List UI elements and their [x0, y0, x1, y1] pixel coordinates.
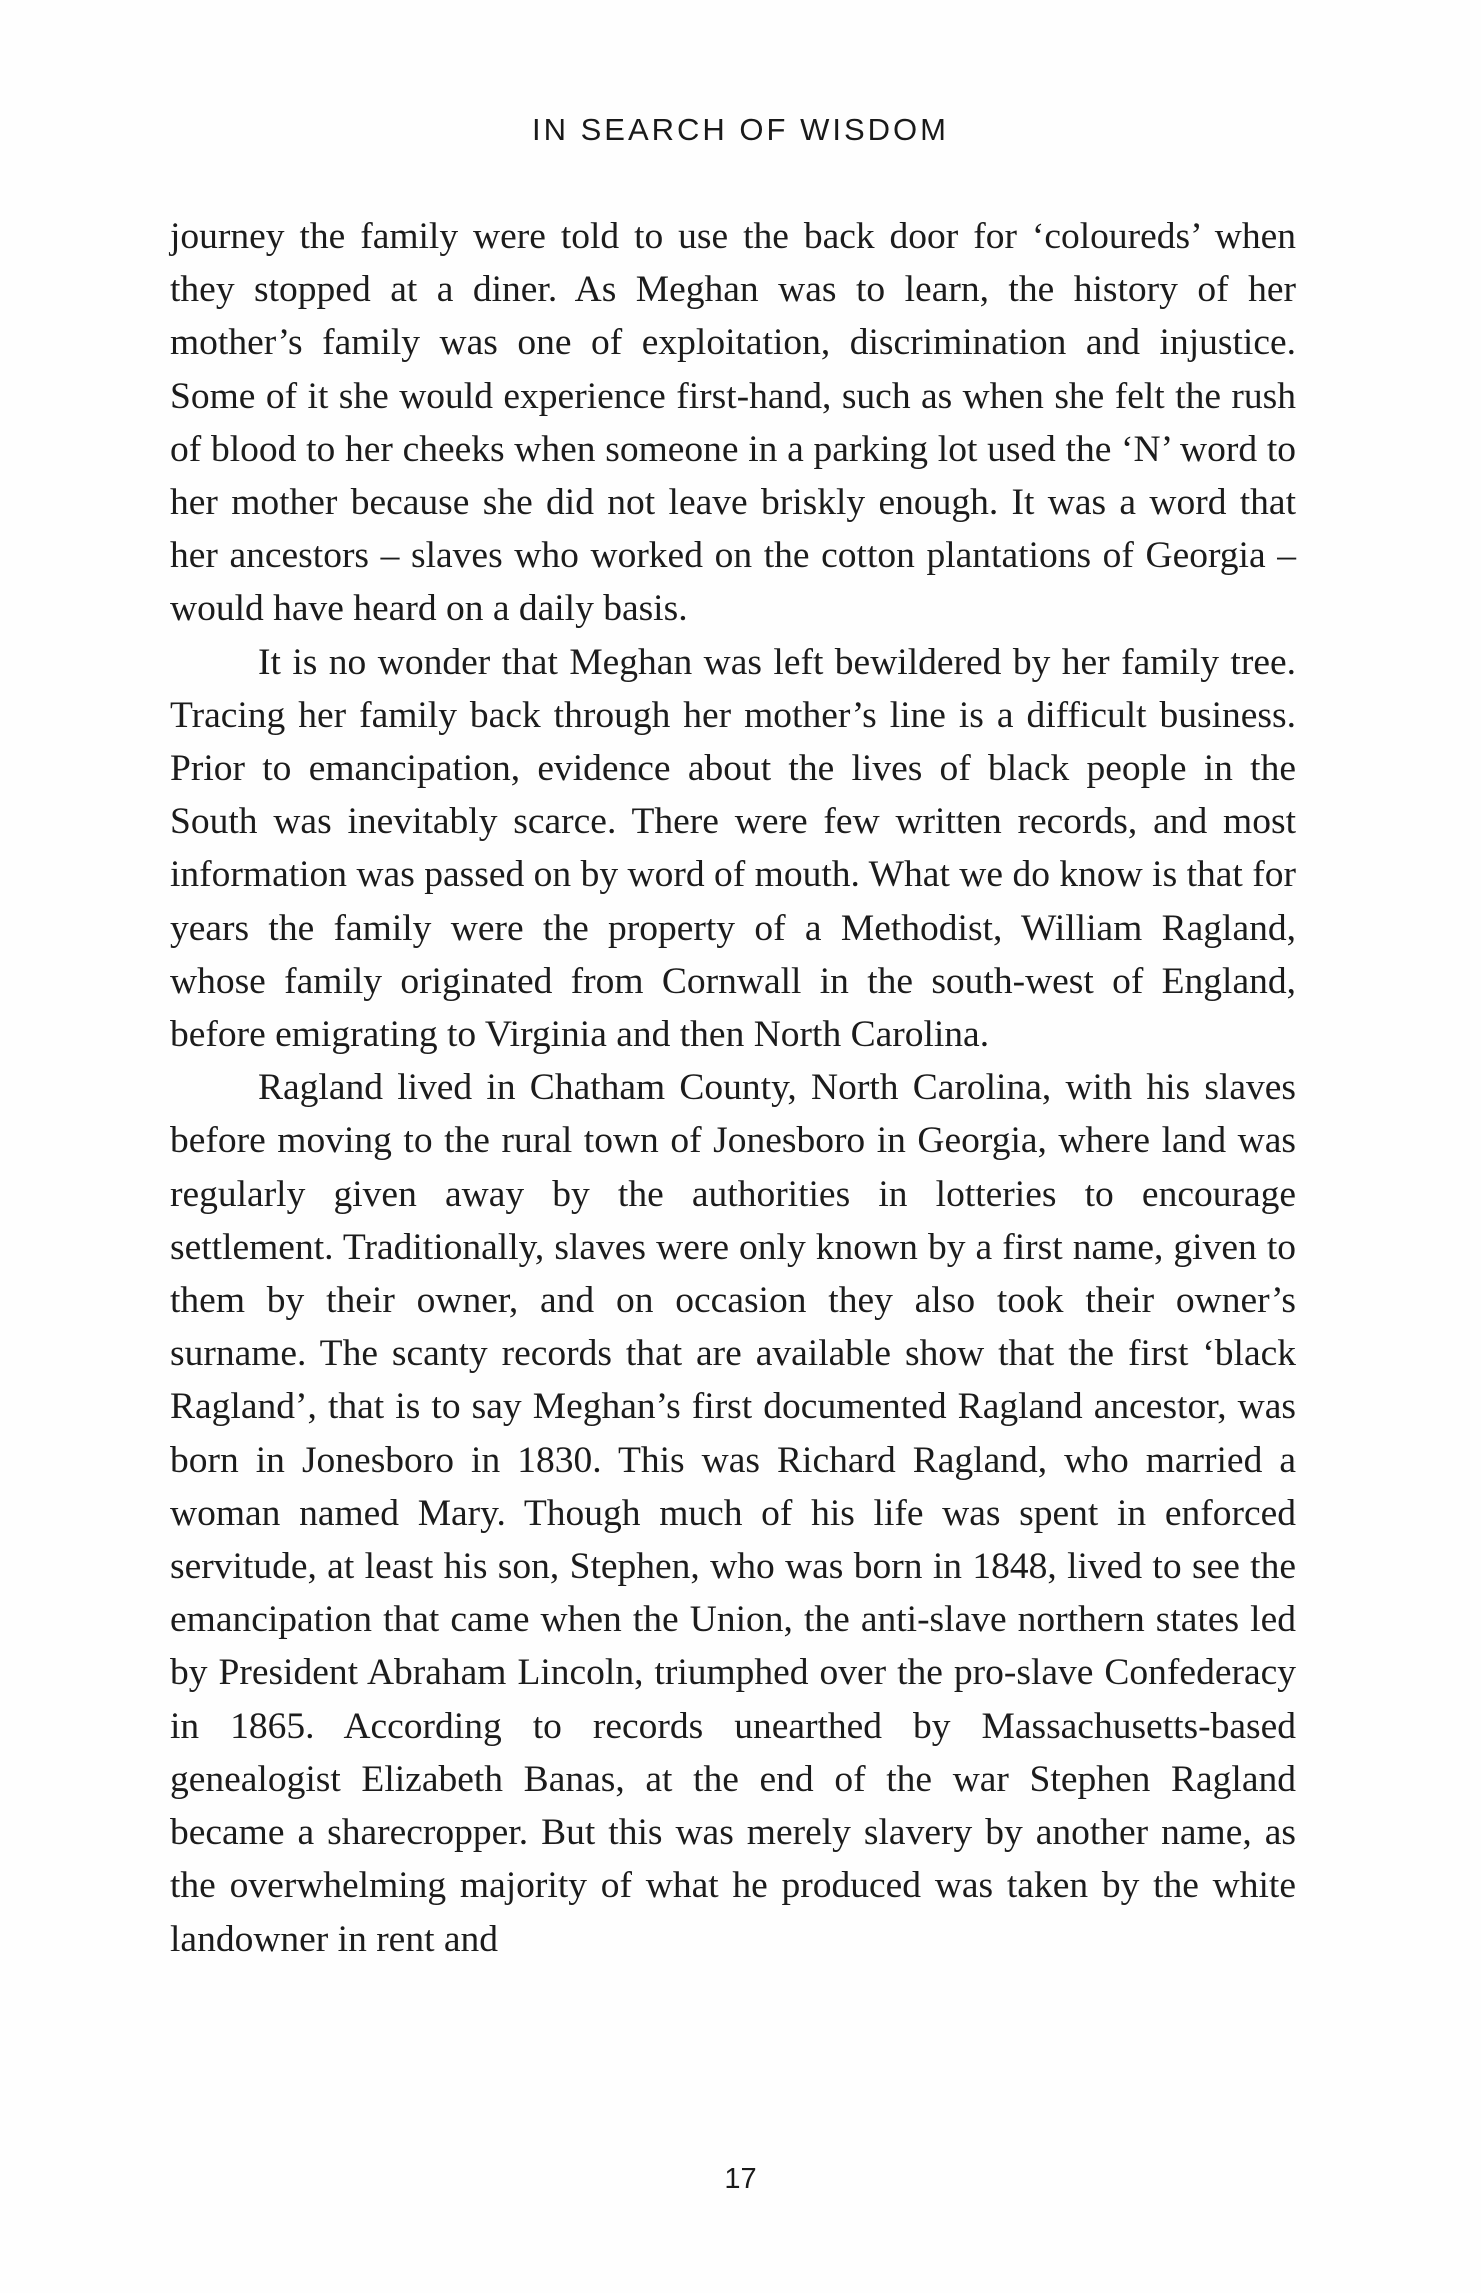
paragraph-1: journey the family were told to use the back door for ‘coloureds’ when they stopped at a diner. As Meghan was to learn, the history of her mother’s family was one of exploitation, discrimination and injustice. Some of it she would experience first-hand, such as when she felt the rush of blood to her cheeks when someone in a parking lot used the ‘N’ word to her mother because she did not leave briskly enough. It was a word that her ancestors – slaves who worked on the cotton plantations of Georgia – would have heard on a daily basis. [170, 216, 1296, 630]
body-text [170, 210, 1296, 1966]
running-head-title: IN SEARCH OF WISDOM [532, 112, 949, 147]
paragraph-2: It is no wonder that Meghan was left bewildered by her family tree. Tracing her family back through her mother’s line is a difficult business. Prior to emancipation, evidence about the lives of black people in the South was inevitably scarce. There were few written records, and most information was passed on by word of mouth. What we do know is that for years the family were the property of a Methodist, William Ragland, whose family originated from Cornwall in the south-west of England, before emigrating to Virginia and then North Carolina. [170, 641, 1296, 1056]
paragraph-3: Ragland lived in Chatham County, North Carolina, with his slaves before moving to the rural town of Jonesboro in Georgia, where land was regularly given away by the authorities in lotteries to encourage settlement. Traditionally, slaves were only known by a first name, given to them by their owner, and on occasion they also took their owner’s surname. The scanty records that are available show that the first ‘black Ragland’, that is to say Meghan’s first documented Ragland ancestor, was born in Jonesboro in 1830. This was Richard Ragland, who married a woman named Mary. Though much of his life was spent in enforced servitude, at least his son, Stephen, who was born in 1848, lived to see the emancipation that came when the Union, the anti-slave northern states led by President Abraham Lincoln, triumphed over the pro-slave Confederacy in 1865. According to records unearthed by Massachusetts-based genealogist Elizabeth Banas, at the end of the war Stephen Ragland became a sharecropper. But this was merely slavery by another name, as the overwhelming majority of what he produced was taken by the white landowner in rent and [170, 1067, 1296, 1960]
page-number: 17 [724, 2163, 757, 2195]
